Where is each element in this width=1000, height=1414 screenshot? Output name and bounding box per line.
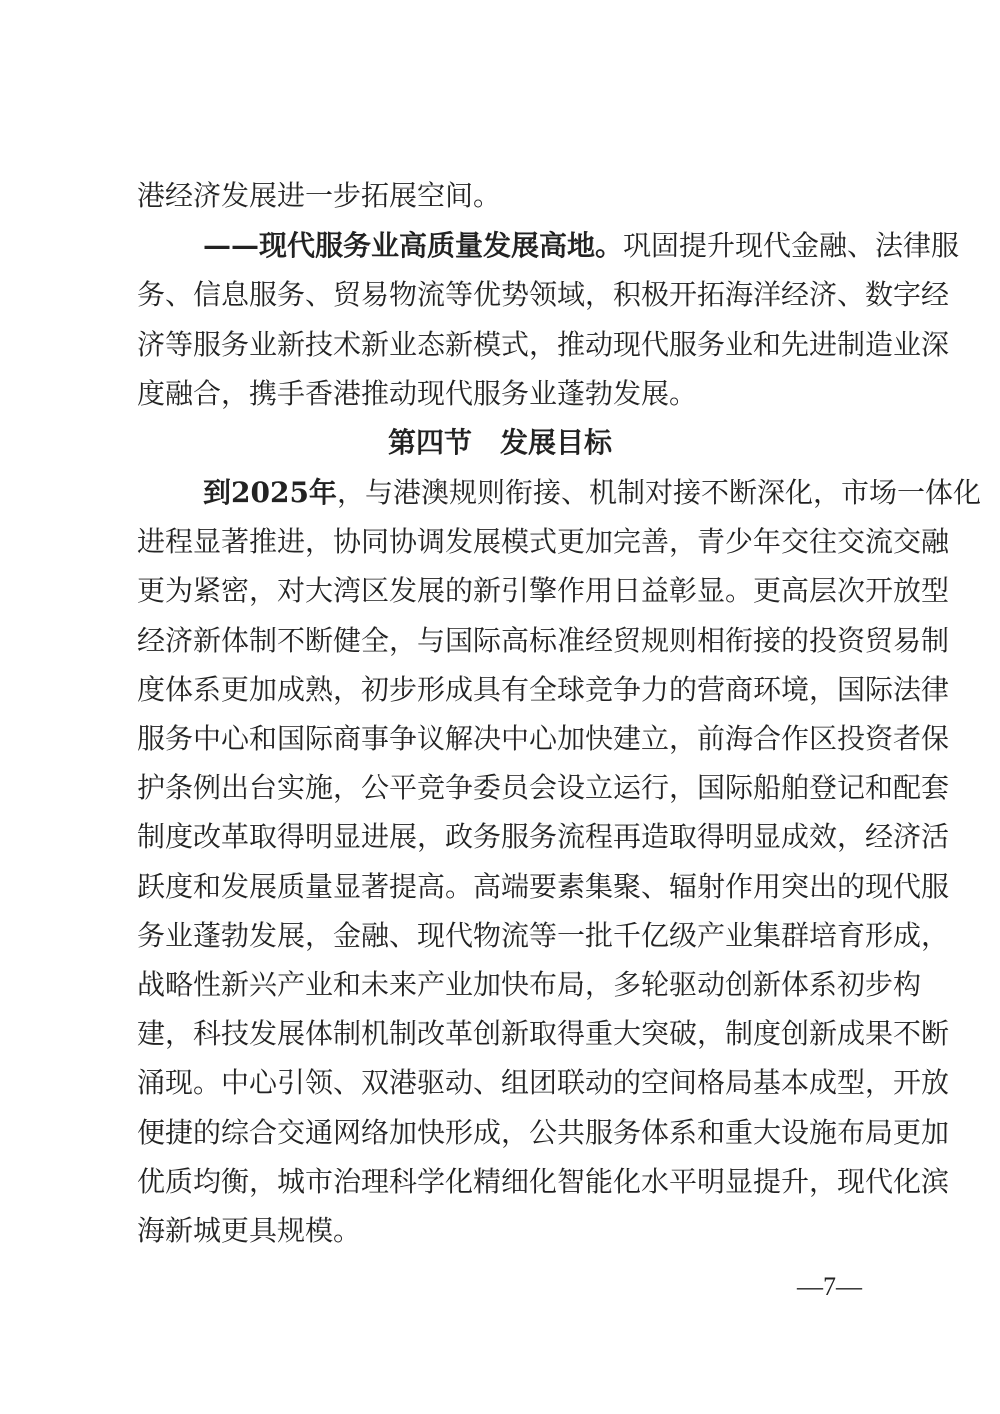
paragraph-line: 制度改革取得明显进展，政务服务流程再造取得明显成效，经济活 bbox=[137, 820, 950, 854]
section-heading bbox=[0, 423, 1000, 463]
paragraph-line: 更为紧密，对大湾区发展的新引擎作用日益彰显。更高层次开放型 bbox=[137, 574, 950, 608]
bold-lead: ——现代服务业高质量发展高地。 bbox=[203, 229, 624, 262]
paragraph-line: 度融合，携手香港推动现代服务业蓬勃发展。 bbox=[137, 377, 698, 410]
page-number: —7— bbox=[797, 1272, 862, 1301]
section-number: 第四节 bbox=[387, 426, 472, 459]
paragraph-line: 经济新体制不断健全，与国际高标准经贸规则相衔接的投资贸易制 bbox=[137, 623, 950, 657]
section-title: 发展目标 bbox=[500, 426, 613, 459]
paragraph-line: 建，科技发展体制机制改革创新取得重大突破，制度创新成果不断 bbox=[137, 1017, 950, 1051]
paragraph-line: 优质均衡，城市治理科学化精细化智能化水平明显提升，现代化滨 bbox=[137, 1164, 950, 1198]
paragraph-line: 济等服务业新技术新业态新模式，推动现代服务业和先进制造业深 bbox=[137, 328, 950, 361]
paragraph-line bbox=[203, 473, 981, 513]
paragraph-line: 海新城更具规模。 bbox=[137, 1214, 362, 1247]
paragraph-line: 战略性新兴产业和未来产业加快布局，多轮驱动创新体系初步构 bbox=[137, 968, 922, 1001]
paragraph-text: ，与港澳规则衔接、机制对接不断深化，市场一体化 bbox=[336, 476, 981, 509]
paragraph-line: 便捷的综合交通网络加快形成，公共服务体系和重大设施布局更加 bbox=[137, 1115, 950, 1149]
paragraph-line: 涌现。中心引领、双港驱动、组团联动的空间格局基本成型，开放 bbox=[137, 1066, 950, 1100]
paragraph-text: 巩固提升现代金融、法律服 bbox=[623, 229, 960, 262]
paragraph-line: 务、信息服务、贸易物流等优势领域，积极开拓海洋经济、数字经 bbox=[137, 278, 950, 311]
paragraph-line: 护条例出台实施，公平竞争委员会设立运行，国际船舶登记和配套 bbox=[137, 771, 950, 805]
bold-lead: 到2025年 bbox=[203, 476, 337, 509]
paragraph-line: 服务中心和国际商事争议解决中心加快建立，前海合作区投资者保 bbox=[137, 722, 950, 755]
paragraph-line: 度体系更加成熟，初步形成具有全球竞争力的营商环境，国际法律 bbox=[137, 672, 950, 706]
paragraph-line: 进程显著推进，协同协调发展模式更加完善，青少年交往交流交融 bbox=[137, 525, 950, 559]
paragraph-line: 务业蓬勃发展，金融、现代物流等一批千亿级产业集群培育形成， bbox=[137, 918, 950, 952]
paragraph-line: 港经济发展进一步拓展空间。 bbox=[137, 179, 502, 212]
paragraph-line: 跃度和发展质量显著提高。高端要素集聚、辐射作用突出的现代服 bbox=[137, 869, 950, 903]
paragraph-line bbox=[203, 226, 960, 266]
